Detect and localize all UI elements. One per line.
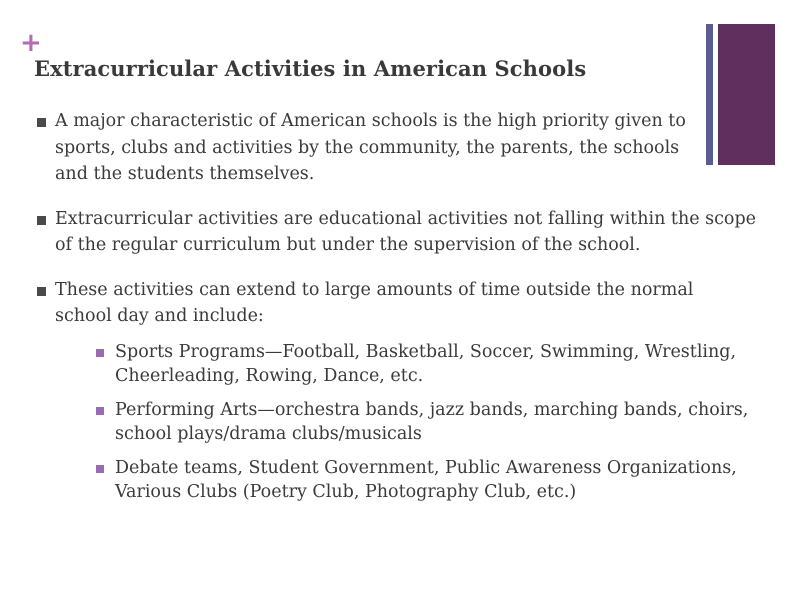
sub-bullet-text: Performing Arts—orchestra bands, jazz bands, marching bands, choirs, school plays/drama clubs/musicals: [115, 399, 749, 444]
square-bullet-icon: [37, 216, 46, 225]
bullet-text: A major characteristic of American schools is the high priority given to sports, clubs and activities by the community, the parents, the schools and the students themselves.: [55, 111, 686, 184]
square-bullet-icon: [96, 349, 104, 357]
bullet-item: [34, 277, 764, 504]
bullet-text: Extracurricular activities are educational activities not falling within the scope of the regular curriculum but under the supervision of the school.: [55, 208, 757, 255]
bullet-text: These activities can extend to large amounts of time outside the normal school day and include:: [55, 279, 694, 326]
bullet-item: [34, 206, 764, 259]
square-bullet-icon: [37, 118, 46, 127]
sub-bullet-item: [93, 398, 764, 446]
slide-title: Extracurricular Activities in American Schools: [34, 56, 587, 81]
plus-icon: +: [20, 28, 42, 58]
sub-bullet-item: [93, 456, 764, 504]
sub-bullet-item: [93, 340, 764, 388]
sub-bullet-text: Debate teams, Student Government, Public Awareness Organizations, Various Clubs (Poetry Club, Photography Club, etc.): [115, 457, 737, 502]
square-bullet-icon: [96, 465, 104, 473]
bullet-list: [34, 108, 764, 522]
square-bullet-icon: [37, 287, 46, 296]
square-bullet-icon: [96, 407, 104, 415]
bullet-item: [34, 108, 764, 188]
sub-bullet-list: [93, 340, 764, 504]
sub-bullet-text: Sports Programs—Football, Basketball, Soccer, Swimming, Wrestling, Cheerleading, Rowing, Dance, etc.: [115, 341, 737, 386]
